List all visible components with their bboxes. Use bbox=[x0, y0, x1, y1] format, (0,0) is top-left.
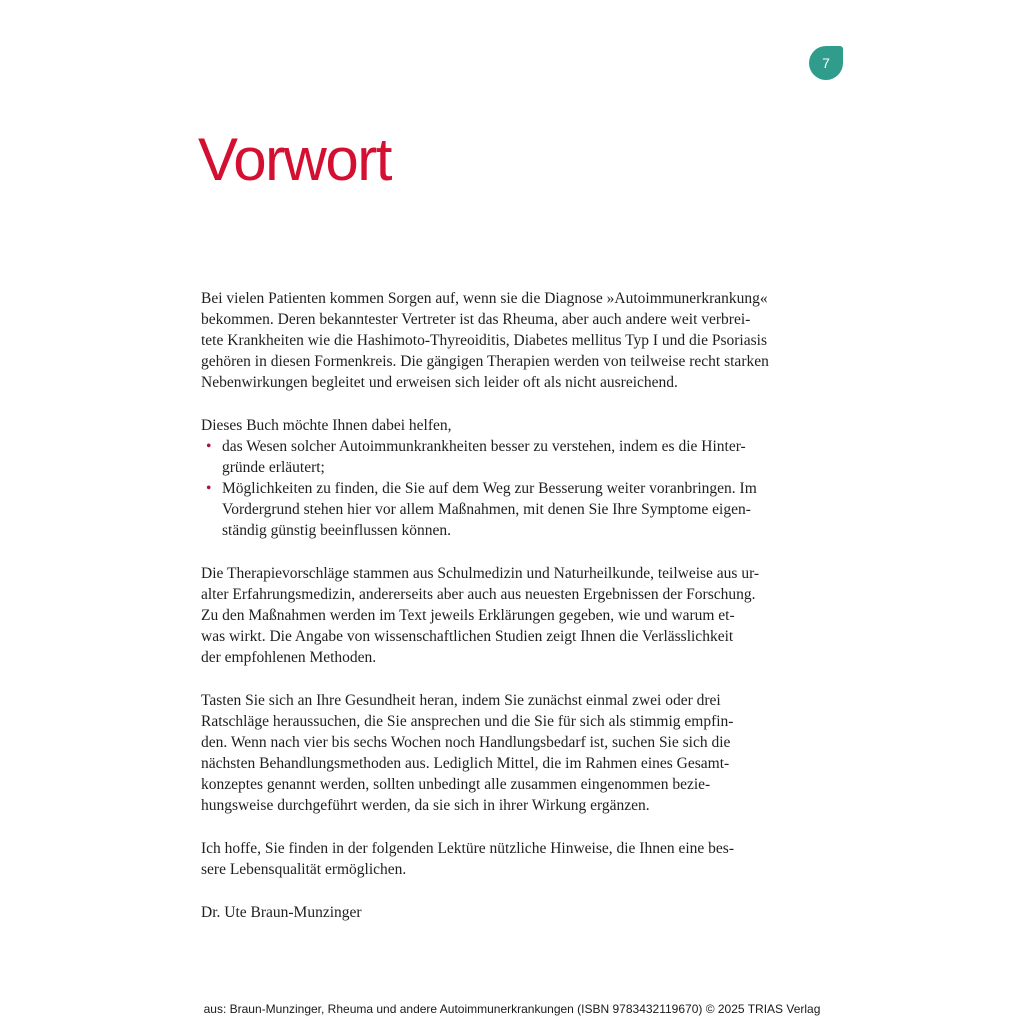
body-line: ständig günstig beeinflussen können. bbox=[222, 522, 452, 539]
credit-line: aus: Braun-Munzinger, Rheuma und andere Autoimmunerkrankungen (ISBN 9783432119670) © 2025 TRIAS Verlag bbox=[203, 1002, 821, 1016]
page-number: 7 bbox=[822, 55, 830, 71]
body-text bbox=[201, 288, 801, 923]
body-line: Nebenwirkungen begleitet und erweisen sich leider oft als nicht ausreichend. bbox=[201, 374, 678, 391]
paragraph-3 bbox=[201, 563, 801, 668]
body-line: was wirkt. Die Angabe von wissenschaftlichen Studien zeigt Ihnen die Verlässlichkeit bbox=[201, 628, 734, 645]
paragraph-1 bbox=[201, 288, 801, 393]
body-line: der empfohlenen Methoden. bbox=[201, 649, 377, 666]
body-line: sere Lebensqualität ermöglichen. bbox=[201, 861, 407, 878]
body-line: Zu den Maßnahmen werden im Text jeweils Erklärungen gegeben, wie und warum et- bbox=[201, 607, 735, 624]
body-line: Dr. Ute Braun-Munzinger bbox=[201, 904, 362, 921]
page-title: Vorwort bbox=[198, 126, 391, 193]
body-line: nächsten Behandlungsmethoden aus. Lediglich Mittel, die im Rahmen eines Gesamt- bbox=[201, 755, 730, 772]
body-line: hungsweise durchgeführt werden, da sie sich in ihrer Wirkung ergänzen. bbox=[201, 797, 650, 814]
bullet-item-2 bbox=[201, 478, 801, 541]
body-line: Möglichkeiten zu finden, die Sie auf dem Weg zur Besserung weiter voranbringen. Im bbox=[222, 480, 757, 497]
body-line: bekommen. Deren bekanntester Vertreter ist das Rheuma, aber auch andere weit verbrei- bbox=[201, 311, 751, 328]
page-number-badge bbox=[809, 46, 843, 80]
body-line: tete Krankheiten wie die Hashimoto-Thyreoiditis, Diabetes mellitus Typ I und die Psoriasis bbox=[201, 332, 767, 349]
paragraph-4 bbox=[201, 690, 801, 816]
bullet-icon: • bbox=[206, 480, 212, 497]
body-line: Ratschläge heraussuchen, die Sie ansprechen und die Sie für sich als stimmig empfin- bbox=[201, 713, 734, 730]
body-line: Bei vielen Patienten kommen Sorgen auf, wenn sie die Diagnose »Autoimmunerkrankung« bbox=[201, 290, 768, 307]
body-line: alter Erfahrungsmedizin, andererseits aber auch aus neuesten Ergebnissen der Forschung. bbox=[201, 586, 756, 603]
body-line: das Wesen solcher Autoimmunkrankheiten besser zu verstehen, indem es die Hinter- bbox=[222, 438, 746, 455]
body-line: Die Therapievorschläge stammen aus Schulmedizin und Naturheilkunde, teilweise aus ur- bbox=[201, 565, 760, 582]
bullet-list-intro: Dieses Buch möchte Ihnen dabei helfen, bbox=[201, 417, 452, 434]
bullet-item-1 bbox=[201, 436, 801, 478]
paragraph-2 bbox=[201, 415, 801, 541]
body-line: den. Wenn nach vier bis sechs Wochen noch Handlungsbedarf ist, suchen Sie sich die bbox=[201, 734, 731, 751]
body-line: gehören in diesen Formenkreis. Die gängigen Therapien werden von teilweise recht starken bbox=[201, 353, 769, 370]
author-signature bbox=[201, 902, 801, 923]
body-line: gründe erläutert; bbox=[222, 459, 325, 476]
body-line: Tasten Sie sich an Ihre Gesundheit heran, indem Sie zunächst einmal zwei oder drei bbox=[201, 692, 721, 709]
bullet-icon: • bbox=[206, 438, 212, 455]
paragraph-5 bbox=[201, 838, 801, 880]
body-line: Vordergrund stehen hier vor allem Maßnahmen, mit denen Sie Ihre Symptome eigen- bbox=[222, 501, 751, 518]
body-line: Ich hoffe, Sie finden in der folgenden Lektüre nützliche Hinweise, die Ihnen eine bes- bbox=[201, 840, 734, 857]
body-line: konzeptes genannt werden, sollten unbedingt alle zusammen eingenommen bezie- bbox=[201, 776, 711, 793]
